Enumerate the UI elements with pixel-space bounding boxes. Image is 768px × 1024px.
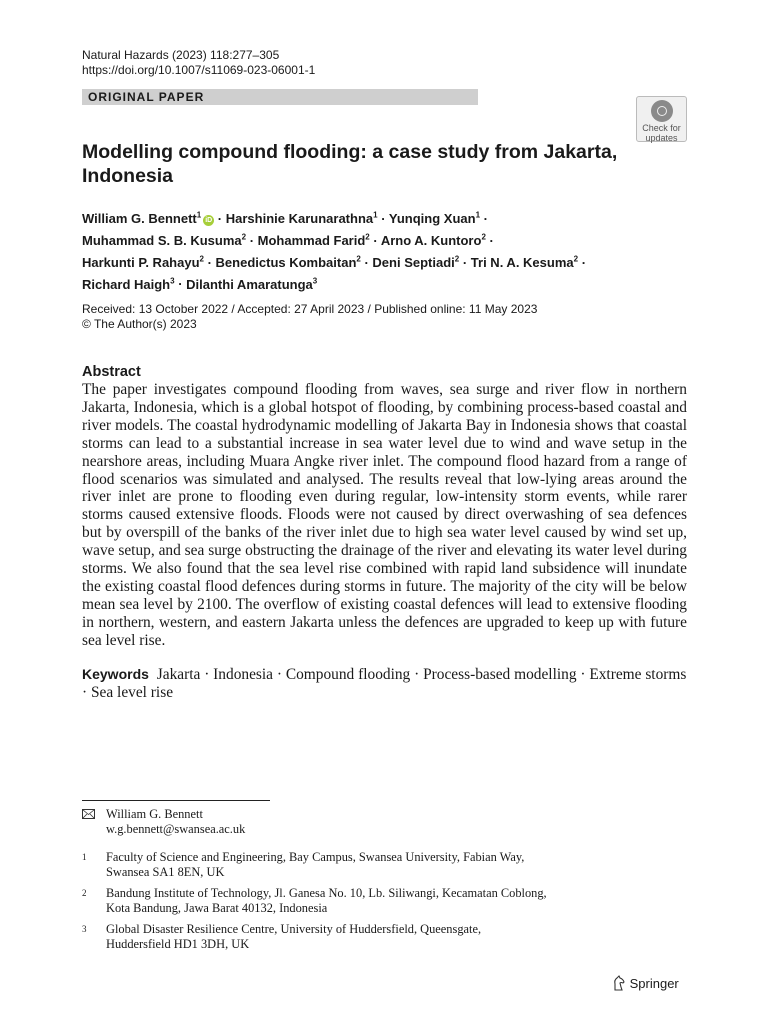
publisher-logo	[612, 975, 679, 996]
author[interactable]: Harkunti P. Rahayu$^2$	[82, 254, 204, 270]
author[interactable]: Mohammad Farid$^2$	[257, 232, 370, 249]
author[interactable]: Harshinie Karunarathna$^1$	[225, 211, 378, 227]
publication-history	[82, 302, 537, 332]
check-updates-line2: updates	[645, 133, 678, 143]
author-list: William G. Bennett$^1$iD · Harshinie Karunarathna$^1$ · Yunqing Xuan$^1$ · Muhammad S. B. Kusuma$^2$ · Mohammad Farid$^2$ · Arno A. Kuntoro$^2$ · Harkunti P. Rahayu$^2$ · Benedictus Kombaitan$^2$ · Deni Septiadi$^2$ · Tri N. A. Kesuma$^2$ · Richard Haigh$^3$ · Dilanthi Amaratunga$^3$	[82, 211, 587, 292]
dates-line: Received: 13 October 2022 / Accepted: 27 April 2023 / Published online: 11 May 2023	[82, 302, 538, 316]
keywords-label: Keywords	[82, 666, 149, 682]
copyright-line: © The Author(s) 2023	[82, 317, 197, 331]
abstract-text: The paper investigates compound flooding from waves, sea surge and river flow in northern Jakarta, Indonesia, which is a global hotspot of flooding, by combining process-based coastal and river models. The coastal hydrodynamic modelling of Jakarta Bay in Indonesia shows that coastal storms can lead to a substantial increase in sea water level due to wind and wave setup in the nearshore areas, including Muara Angke river inlet. The compound flood hazard from a range of flood scenarios was simulated and analysed. The results reveal that low-lying areas around the river inlet are prone to flooding even during regular, low-intensity storm events, while rarer storms caused extensive floods. Floods were not caused by direct overwashing of sea defences but by overspill of the banks of the river inlet due to high sea water level caused by wind set up, wave setup, and sea surge obstructing the drainage of the river and elevating its water level during storms. We also found that the sea level rise combined with rapid land subsidence will inundate the existing coastal flood defences during storms in future. The majority of the city will be below mean sea level by 2100. The overflow of existing coastal defences will lead to extensive flooding in northern, western, and eastern Jakarta unless the defences are upgraded to keep up with future sea level rise.	[82, 381, 687, 649]
article-type-banner: ORIGINAL PAPER	[82, 89, 478, 105]
journal-name: Natural Hazards (2023) 118:277–305	[82, 48, 280, 62]
affiliation-2: 2 Bandung Institute of Technology, Jl. Ganesa No. 10, Lb. Siliwangi, Kecamatan Coblong, Kota Bandung, Jawa Barat 40132, Indonesia	[82, 886, 547, 915]
author[interactable]: Tri N. A. Kesuma$^2$	[470, 254, 579, 270]
affiliation-1: 1 Faculty of Science and Engineering, Bay Campus, Swansea University, Fabian Way, Swansea SA1 8EN, UK	[82, 850, 525, 879]
correspondence-name: William G. Bennett	[106, 807, 203, 821]
author[interactable]: Yunqing Xuan$^1$	[388, 211, 481, 227]
keywords-list: Jakarta · Indonesia · Compound flooding · Process-based modelling · Extreme storms · Sea level rise	[82, 666, 687, 702]
journal-citation	[82, 48, 315, 78]
author[interactable]: Deni Septiadi$^2$	[372, 254, 460, 270]
abstract-heading: Abstract	[82, 364, 141, 380]
author[interactable]: William G. Bennett$^1$iD	[82, 211, 213, 227]
doi-link[interactable]: https://doi.org/10.1007/s11069-023-06001-1	[82, 63, 316, 77]
footnote-divider	[82, 800, 270, 801]
orcid-icon[interactable]: iD	[205, 217, 213, 225]
author[interactable]: Arno A. Kuntoro$^2$	[380, 232, 486, 249]
publisher-name: Springer	[629, 976, 679, 991]
paper-title: Modelling compound flooding: a case study from Jakarta, Indonesia	[82, 141, 618, 187]
crossmark-icon	[651, 100, 673, 122]
check-for-updates-badge[interactable]	[636, 96, 687, 142]
check-updates-line1: Check for	[642, 123, 681, 133]
springer-horse-icon	[612, 975, 626, 996]
envelope-icon	[82, 808, 95, 823]
author[interactable]: Dilanthi Amaratunga$^3$	[186, 276, 318, 292]
author[interactable]: Benedictus Kombaitan$^2$	[215, 254, 361, 270]
correspondence-email[interactable]: w.g.bennett@swansea.ac.uk	[106, 822, 246, 836]
author[interactable]: Muhammad S. B. Kusuma$^2$	[82, 232, 247, 249]
author[interactable]: Richard Haigh$^3$	[82, 276, 175, 292]
keywords	[82, 665, 687, 703]
affiliation-3: 3 Global Disaster Resilience Centre, University of Huddersfield, Queensgate, Huddersfield HD1 3DH, UK	[82, 922, 482, 951]
